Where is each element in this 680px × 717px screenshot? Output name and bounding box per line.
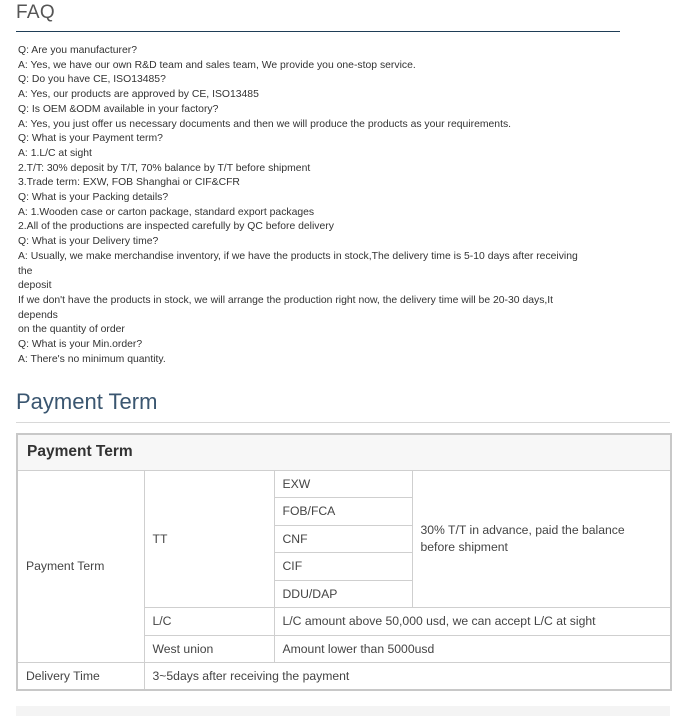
delivery-time-value: 3~5days after receiving the payment: [144, 663, 671, 691]
west-union-label: West union: [144, 635, 274, 663]
payment-divider: [16, 422, 670, 423]
faq-line: Q: Do you have CE, ISO13485?: [18, 74, 166, 86]
tt-label: TT: [144, 470, 274, 608]
table-row: [17, 470, 671, 498]
faq-line: A: Yes, you just offer us necessary documents and then we will produce the products as your requirements.: [18, 118, 512, 130]
trade-term-cif: CIF: [274, 553, 412, 581]
lc-description: L/C amount above 50,000 usd, we can accept L/C at sight: [274, 608, 671, 636]
trade-term-ddu: DDU/DAP: [274, 580, 412, 608]
payment-table: [16, 433, 672, 691]
trade-term-fob: FOB/FCA: [274, 498, 412, 526]
tt-description: 30% T/T in advance, paid the balance before shipment: [412, 470, 671, 608]
faq-line: Q: Is OEM &ODM available in your factory?: [18, 103, 219, 115]
faq-line: on the quantity of order: [18, 324, 125, 336]
delivery-time-label: Delivery Time: [17, 663, 144, 691]
faq-line: A: There's no minimum quantity.: [18, 353, 166, 365]
payment-term-label: Payment Term: [17, 470, 144, 663]
bottom-strip: [16, 706, 670, 716]
faq-line: 2.T/T: 30% deposit by T/T, 70% balance by T/T before shipment: [18, 162, 311, 174]
faq-line: the: [18, 265, 33, 277]
faq-line: Q: What is your Min.order?: [18, 339, 143, 351]
west-union-description: Amount lower than 5000usd: [274, 635, 671, 663]
faq-line: A: 1.Wooden case or carton package, standard export packages: [18, 206, 315, 218]
faq-line: Q: What is your Payment term?: [18, 133, 163, 145]
payment-section-title: Payment Term: [16, 389, 158, 414]
table-row: [17, 663, 671, 691]
table-header-row: [17, 434, 671, 470]
lc-label: L/C: [144, 608, 274, 636]
faq-line: 2.All of the productions are inspected carefully by QC before delivery: [18, 221, 334, 233]
faq-line: deposit: [18, 280, 52, 292]
faq-line: A: Yes, we have our own R&D team and sales team, We provide you one-stop service.: [18, 59, 416, 71]
faq-line: A: Yes, our products are approved by CE, ISO13485: [18, 89, 259, 101]
faq-line: If we don't have the products in stock, we will arrange the production right now, the delivery time will be 20-30 days,It: [18, 294, 554, 306]
faq-body: [18, 44, 618, 367]
faq-divider: [16, 31, 620, 32]
trade-term-exw: EXW: [274, 470, 412, 498]
faq-line: A: Usually, we make merchandise inventory, if we have the products in stock,The delivery time is 5-10 days after receiving: [18, 250, 578, 262]
table-header: Payment Term: [17, 434, 671, 470]
faq-title: FAQ: [16, 2, 55, 23]
faq-line: 3.Trade term: EXW, FOB Shanghai or CIF&CFR: [18, 177, 240, 189]
trade-term-cnf: CNF: [274, 525, 412, 553]
faq-line: Q: What is your Packing details?: [18, 192, 169, 204]
faq-line: Q: What is your Delivery time?: [18, 236, 159, 248]
faq-line: depends: [18, 309, 58, 321]
faq-line: A: 1.L/C at sight: [18, 147, 92, 159]
faq-line: Q: Are you manufacturer?: [18, 45, 137, 56]
